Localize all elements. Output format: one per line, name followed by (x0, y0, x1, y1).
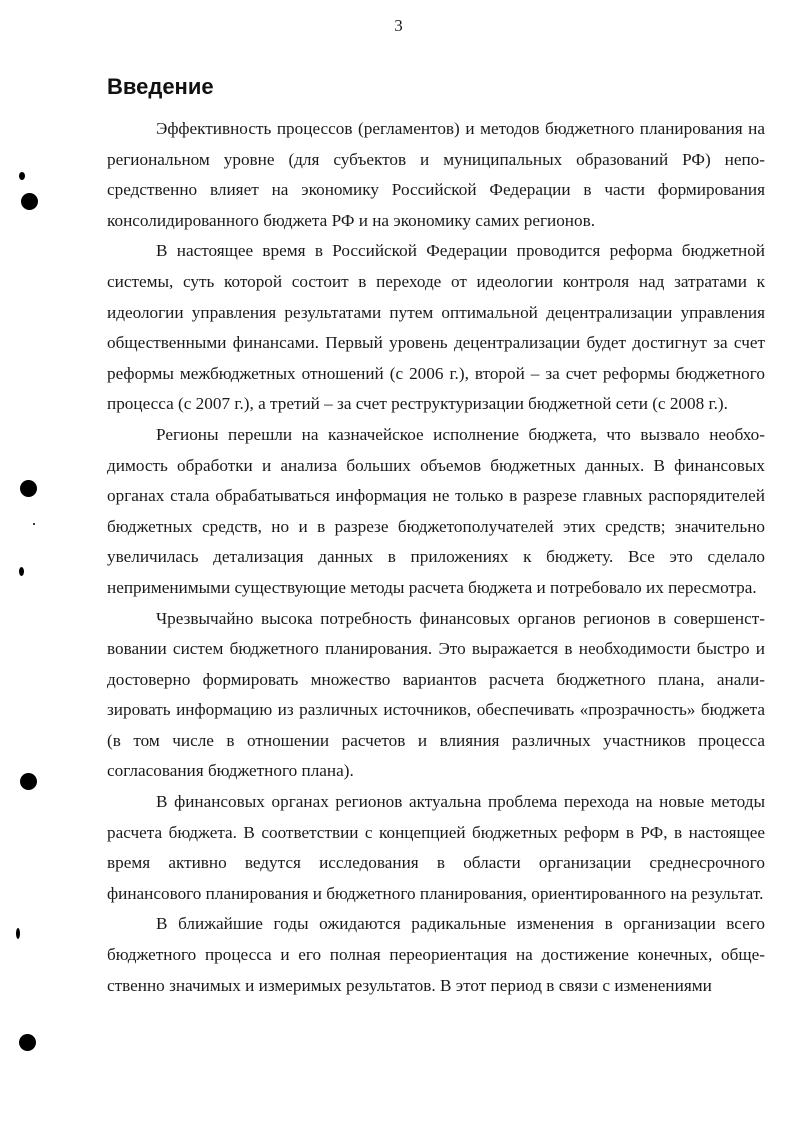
punch-hole (20, 480, 37, 497)
punch-hole (19, 1034, 36, 1051)
scan-speck (19, 567, 24, 576)
scan-speck (33, 523, 35, 525)
paragraph-6: В ближайшие годы ожидаются радикальные изменения в организации всего бюджетного процесса и его полная переориентация на достижение конечных, общественно значимых и измеримых результатов. В этот период в связи с изменениями (107, 914, 765, 995)
section-heading: Введение (107, 74, 214, 99)
punch-hole (20, 773, 37, 790)
paragraph-4: Чрезвычайно высока потребность финансовых органов регионов в совершенствовании систем бюджетного планирования. Это выражается в необходимости быстро и достоверно формировать множество вариантов расчета бюджетного плана, анализировать информацию из различных источников, обеспечивать «прозрачность» бюджета (в том числе в отношении расчетов и влияния различных участников процесса согласования бюджетного плана). (107, 608, 765, 781)
document-body (107, 114, 765, 1001)
punch-hole (21, 193, 38, 210)
scan-speck (16, 928, 20, 939)
page-number: 3 (394, 16, 403, 35)
paragraph-1: Эффективность процессов (регламентов) и методов бюджетного планирования на региональном уровне (для субъектов и муниципальных образований РФ) непосредственно влияет на экономику Российской Федерации в части формирования консолидированного бюджета РФ и на экономику самих регионов. (107, 119, 765, 230)
paragraph-3: Регионы перешли на казначейское исполнение бюджета, что вызвало необходимость обработки и анализа больших объемов бюджетных данных. В финансовых органах стала обрабатываться информация не только в разрезе главных распорядителей бюджетных средств, но и в разрезе бюджетополучателей этих средств; значительно увеличилась детализация данных в приложениях к бюджету. Все это сделало неприменимыми существующие методы расчета бюджета и потребовало их пересмотра. (107, 424, 765, 597)
paragraph-5: В финансовых органах регионов актуальна проблема перехода на новые методы расчета бюджета. В соответствии с концепцией бюджетных реформ в РФ, в настоящее время активно ведутся исследования в области организации среднесрочного финансового планирования и бюджетного планирования, ориентированного на результат. (107, 792, 765, 903)
scan-speck (19, 172, 25, 180)
paragraph-2: В настоящее время в Российской Федерации проводится реформа бюджетной системы, суть которой состоит в переходе от идеологии контроля над затратами к идеологии управления результатами путем оптимальной децентрализации управления общественными финансами. Первый уровень децентрализации будет достигнут за счет реформы межбюджетных отношений (с 2006 г.), второй – за счет реформы бюджетного процесса (с 2007 г.), а третий – за счет реструктуризации бюджетной сети (с 2008 г.). (107, 241, 765, 414)
